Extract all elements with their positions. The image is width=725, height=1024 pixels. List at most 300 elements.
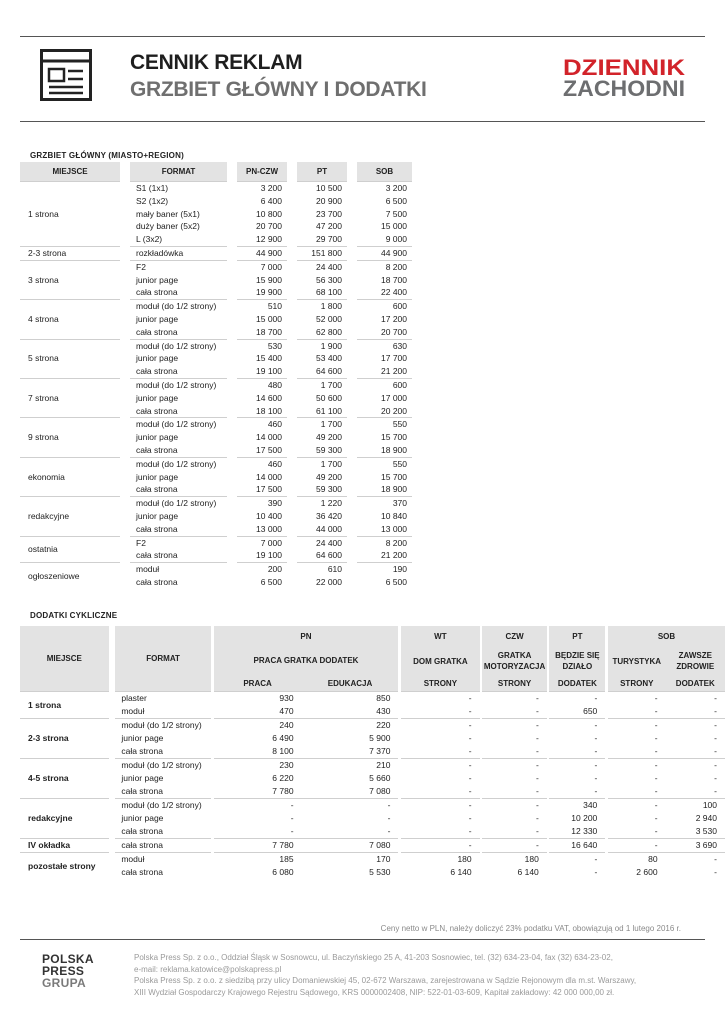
col-header-pt: PT (297, 162, 347, 181)
price-cell: 1 220 (297, 496, 347, 510)
price-cell: - (714, 786, 717, 796)
price-cell: - (654, 826, 658, 836)
format-cell: moduł (do 1/2 strony) (115, 798, 211, 812)
format-cell: moduł (121, 706, 145, 716)
price-cell: 80 (608, 852, 666, 866)
format-cell: cała strona (121, 746, 163, 756)
price-cell: 2 940 (695, 813, 717, 823)
price-cell: 15 000 (381, 221, 407, 232)
price-cell: 22 000 (316, 576, 342, 587)
table-row (20, 536, 412, 550)
type-praca: PRACA (214, 676, 302, 691)
price-cell: 24 400 (297, 536, 347, 550)
format-cell: moduł (do 1/2 strony) (130, 457, 227, 471)
price-cell: - (594, 733, 598, 743)
price-cell: - (654, 773, 658, 783)
col-header-miejsce: MIEJSCE (20, 626, 109, 691)
place-cell: 2-3 strona (20, 718, 109, 758)
type-strony-wt: STRONY (401, 676, 480, 691)
place-cell: 1 strona (20, 691, 109, 718)
col-header-format: FORMAT (115, 626, 211, 691)
document-icon (40, 49, 92, 101)
price-cell: 1 700 (297, 417, 347, 431)
price-cell: 15 000 (256, 313, 282, 324)
price-cell: 49 200 (316, 432, 342, 443)
place-cell: ogłoszeniowe (20, 562, 120, 589)
price-cell: 36 420 (316, 510, 342, 521)
format-cell: moduł (do 1/2 strony) (115, 758, 211, 772)
price-cell: - (608, 798, 666, 812)
place-cell: ekonomia (20, 457, 120, 496)
price-cell: 3 530 (695, 826, 717, 836)
price-cell: 7 780 (272, 786, 294, 796)
place-cell: IV okładka (20, 838, 109, 852)
price-cell: 17 500 (256, 444, 282, 455)
page-title: CENNIK REKLAM (130, 51, 303, 74)
price-cell: 18 700 (256, 326, 282, 337)
price-cell: 17 000 (381, 392, 407, 403)
footer-line-registration: Polska Press Sp. z o.o. z siedzibą przy ulicy Domaniewskiej 45, 02-672 Warszawa, zarejestrowana w Sądzie Rejonowym dla m.st. Warszawy, (134, 976, 637, 985)
price-cell: 1 800 (297, 299, 347, 313)
price-cell: - (549, 691, 605, 705)
pub-praca-gratka: PRACA GRATKA DODATEK (214, 646, 399, 676)
price-cell: 370 (357, 496, 412, 510)
price-cell: - (302, 798, 399, 812)
price-cell: 62 800 (316, 326, 342, 337)
price-cell: - (654, 733, 658, 743)
price-cell: - (666, 718, 725, 732)
price-cell: 170 (302, 852, 399, 866)
price-cell: 18 900 (381, 444, 407, 455)
price-cell: 340 (549, 798, 605, 812)
price-cell: - (535, 746, 539, 756)
price-cell: 200 (237, 562, 287, 576)
price-cell: 12 900 (256, 234, 282, 245)
price-cell: - (468, 826, 472, 836)
price-cell: 19 900 (256, 287, 282, 298)
format-cell: junior page (136, 392, 179, 403)
price-cell: 6 220 (272, 773, 294, 783)
table-row (20, 496, 412, 510)
price-cell: 17 700 (381, 353, 407, 364)
footer-line-krs: XIII Wydział Gospodarczy Krajowego Rejestru Sądowego, KRS 0000002408, NIP: 522-01-03-609, Kapitał zakładowy: 42 000 000,00 zł. (134, 987, 615, 997)
price-cell: - (594, 867, 598, 877)
pub-gratka-motoryzacja: GRATKA MOTORYZACJA (482, 646, 546, 676)
price-cell: 6 500 (260, 576, 282, 587)
price-cell: 24 400 (297, 260, 347, 274)
footer-line-address: Polska Press Sp. z o.o., Oddział Śląsk w Sosnowcu, ul. Baczyńskiego 25 A, 41-203 Sosnowiec, tel. (32) 634-23-04, fax (32) 634-23-02, (134, 953, 613, 962)
price-cell: 470 (279, 706, 294, 716)
price-cell: 14 000 (256, 471, 282, 482)
table-row (20, 417, 412, 431)
price-cell: 18 900 (381, 484, 407, 495)
price-cell: 12 330 (571, 826, 598, 836)
price-cell: 8 200 (357, 536, 412, 550)
type-strony-sob: STRONY (608, 676, 666, 691)
price-cell: 47 200 (316, 221, 342, 232)
price-cell: 5 900 (369, 733, 391, 743)
logo-line-1: POLSKA (42, 952, 94, 966)
format-cell: duży baner (5x2) (136, 221, 200, 232)
price-cell: - (482, 758, 546, 772)
price-cell: 7 080 (369, 786, 391, 796)
format-cell: cała strona (115, 838, 211, 852)
format-cell: rozkładówka (130, 246, 227, 260)
format-cell: junior page (136, 274, 179, 285)
pub-zawsze-zdrowie: ZAWSZE ZDROWIE (666, 646, 725, 676)
price-cell: 7 370 (369, 746, 391, 756)
vat-note: Ceny netto w PLN, należy doliczyć 23% podatku VAT, obowiązują od 1 lutego 2016 r. (380, 924, 681, 933)
day-header-pn: PN (214, 626, 399, 646)
price-cell: 15 400 (256, 353, 282, 364)
col-header-sob: SOB (357, 162, 412, 181)
price-cell: 650 (583, 706, 598, 716)
price-cell: 180 (401, 852, 480, 866)
price-cell: - (608, 838, 666, 852)
table-row (20, 772, 725, 785)
place-cell: pozostałe strony (20, 852, 109, 879)
price-cell: 21 200 (381, 550, 407, 561)
day-header-pt: PT (549, 626, 605, 646)
place-cell: 1 strona (20, 181, 120, 246)
format-cell: cała strona (136, 326, 178, 337)
format-cell: cała strona (136, 576, 178, 587)
price-cell: 480 (237, 378, 287, 392)
price-cell: 460 (237, 457, 287, 471)
price-cell: - (654, 813, 658, 823)
table-row (20, 705, 725, 718)
price-cell: 510 (237, 299, 287, 313)
price-cell: 52 000 (316, 313, 342, 324)
price-cell: - (468, 733, 472, 743)
price-cell: - (401, 798, 480, 812)
price-cell: - (714, 706, 717, 716)
format-cell: moduł (130, 562, 227, 576)
place-cell: 5 strona (20, 339, 120, 378)
price-cell: - (714, 773, 717, 783)
price-cell: 6 080 (272, 867, 294, 877)
table-row (20, 378, 412, 392)
price-cell: 44 900 (237, 246, 287, 260)
price-cell: 190 (357, 562, 412, 576)
price-cell: 10 800 (256, 208, 282, 219)
price-cell: 3 690 (666, 838, 725, 852)
format-cell: cała strona (136, 484, 178, 495)
type-dodatek-pt: DODATEK (549, 676, 605, 691)
format-cell: cała strona (136, 366, 178, 377)
price-cell: - (608, 758, 666, 772)
table-row (20, 798, 725, 812)
price-cell: - (714, 746, 717, 756)
price-cell: 8 100 (272, 746, 294, 756)
price-cell: 44 900 (357, 246, 412, 260)
price-cell: 1 700 (297, 378, 347, 392)
price-cell: - (214, 798, 302, 812)
price-cell: 20 200 (381, 405, 407, 416)
table-row (20, 838, 725, 852)
price-cell: - (549, 758, 605, 772)
format-cell: cała strona (136, 287, 178, 298)
format-cell: junior page (136, 432, 179, 443)
price-cell: 220 (302, 718, 399, 732)
price-cell: - (608, 718, 666, 732)
price-cell: - (387, 813, 391, 823)
day-header-czw: CZW (482, 626, 546, 646)
price-cell: 64 600 (316, 366, 342, 377)
supplements-price-table (20, 626, 725, 879)
price-cell: 15 700 (381, 471, 407, 482)
format-cell: S1 (1x1) (130, 181, 227, 195)
price-cell: 13 000 (256, 523, 282, 534)
price-cell: 7 500 (385, 208, 407, 219)
price-cell: 7 000 (237, 260, 287, 274)
table-row (20, 299, 412, 313)
col-header-format: FORMAT (130, 162, 227, 181)
price-cell: - (468, 706, 472, 716)
top-divider (20, 36, 705, 37)
price-cell: 49 200 (316, 471, 342, 482)
company-footer (134, 952, 636, 998)
price-cell: 230 (214, 758, 302, 772)
place-cell: 2-3 strona (20, 246, 120, 260)
price-cell: - (401, 691, 480, 705)
price-cell: 5 530 (369, 867, 391, 877)
table-row (20, 785, 725, 798)
table-row (20, 745, 725, 758)
format-cell: moduł (do 1/2 strony) (130, 299, 227, 313)
footer-line-email: e-mail: reklama.katowice@polskapress.pl (134, 964, 282, 974)
price-cell: - (535, 813, 539, 823)
price-cell: 15 700 (381, 432, 407, 443)
price-cell: 185 (214, 852, 302, 866)
price-cell: 3 200 (237, 181, 287, 195)
format-cell: junior page (121, 773, 164, 783)
price-cell: 7 080 (302, 838, 399, 852)
price-cell: 460 (237, 417, 287, 431)
price-cell: - (290, 813, 294, 823)
format-cell: cała strona (136, 550, 178, 561)
format-cell: moduł (do 1/2 strony) (130, 417, 227, 431)
price-cell: - (468, 813, 472, 823)
price-cell: - (594, 773, 598, 783)
pub-bedzie-sie-dzialo: BĘDZIE SIĘ DZIAŁO (549, 646, 605, 676)
pub-turystyka: TURYSTYKA (608, 646, 666, 676)
price-cell: - (468, 773, 472, 783)
price-cell: 240 (214, 718, 302, 732)
price-cell: 29 700 (316, 234, 342, 245)
price-cell: 20 900 (316, 195, 342, 206)
price-cell: 1 700 (297, 457, 347, 471)
format-cell: junior page (121, 733, 164, 743)
table-row (20, 812, 725, 825)
format-cell: plaster (115, 691, 211, 705)
logo-line-3: GRUPA (42, 976, 86, 990)
table1-title: GRZBIET GŁÓWNY (MIASTO+REGION) (30, 151, 184, 160)
price-cell: 5 660 (369, 773, 391, 783)
price-cell: - (714, 733, 717, 743)
format-cell: cała strona (121, 786, 163, 796)
price-cell: 64 600 (316, 550, 342, 561)
table-row (20, 181, 412, 195)
price-cell: 210 (302, 758, 399, 772)
price-cell: 14 000 (256, 432, 282, 443)
price-cell: 20 700 (381, 326, 407, 337)
table-row (20, 339, 412, 353)
price-cell: 56 300 (316, 274, 342, 285)
price-cell: 180 (482, 852, 546, 866)
price-cell: - (482, 838, 546, 852)
price-cell: - (468, 746, 472, 756)
format-cell: mały baner (5x1) (136, 208, 200, 219)
price-cell: 6 140 (450, 867, 472, 877)
price-cell: 390 (237, 496, 287, 510)
format-cell: F2 (130, 536, 227, 550)
format-cell: moduł (do 1/2 strony) (130, 496, 227, 510)
price-cell: 6 400 (260, 195, 282, 206)
price-cell: - (401, 718, 480, 732)
table-row (20, 562, 412, 576)
price-cell: 44 000 (316, 523, 342, 534)
day-header-sob: SOB (608, 626, 725, 646)
price-cell: 930 (214, 691, 302, 705)
price-cell: 20 700 (256, 221, 282, 232)
format-cell: junior page (136, 510, 179, 521)
price-cell: - (594, 746, 598, 756)
price-cell: 850 (302, 691, 399, 705)
price-cell: - (594, 786, 598, 796)
price-cell: 22 400 (381, 287, 407, 298)
format-cell: S2 (1x2) (136, 195, 169, 206)
price-cell: 6 140 (517, 867, 539, 877)
col-header-miejsce: MIEJSCE (20, 162, 120, 181)
price-cell: 23 700 (316, 208, 342, 219)
brand-line-1: DZIENNIK (563, 55, 686, 80)
price-cell: 19 100 (256, 550, 282, 561)
price-cell: 10 200 (571, 813, 598, 823)
price-cell: 14 600 (256, 392, 282, 403)
table-row (20, 260, 412, 274)
place-cell: 4-5 strona (20, 758, 109, 798)
price-cell: - (714, 867, 717, 877)
price-cell: 7 000 (237, 536, 287, 550)
col-header-pn-czw: PN-CZW (237, 162, 287, 181)
format-cell: junior page (136, 471, 179, 482)
table-row (20, 866, 725, 879)
table-row (20, 691, 725, 705)
price-cell: - (666, 852, 725, 866)
table-row (20, 457, 412, 471)
price-cell: 1 900 (297, 339, 347, 353)
main-price-table (20, 162, 412, 589)
table-row (20, 718, 725, 732)
price-cell: 6 500 (385, 195, 407, 206)
format-cell: junior page (136, 353, 179, 364)
polska-press-logo (42, 953, 94, 989)
price-cell: - (535, 786, 539, 796)
place-cell: 7 strona (20, 378, 120, 417)
logo-line-2: PRESS (42, 964, 85, 978)
price-cell: 3 200 (357, 181, 412, 195)
price-cell: 630 (357, 339, 412, 353)
price-cell: 53 400 (316, 353, 342, 364)
price-cell: - (535, 706, 539, 716)
price-cell: - (535, 733, 539, 743)
header-divider (20, 121, 705, 122)
format-cell: L (3x2) (136, 234, 163, 245)
price-cell: 21 200 (381, 366, 407, 377)
format-cell: junior page (121, 813, 164, 823)
format-cell: cała strona (121, 826, 163, 836)
price-cell: - (549, 718, 605, 732)
price-cell: 13 000 (381, 523, 407, 534)
price-cell: 6 500 (385, 576, 407, 587)
place-cell: 3 strona (20, 260, 120, 299)
price-cell: - (666, 758, 725, 772)
dziennik-zachodni-logo (562, 55, 688, 99)
price-cell: - (401, 758, 480, 772)
price-cell: 19 100 (256, 366, 282, 377)
price-cell: 15 900 (256, 274, 282, 285)
brand-line-2: ZACHODNI (563, 76, 685, 99)
pub-dom-gratka: DOM GRATKA (401, 646, 480, 676)
format-cell: moduł (do 1/2 strony) (115, 718, 211, 732)
price-cell: 8 200 (357, 260, 412, 274)
place-cell: ostatnia (20, 536, 120, 563)
price-cell: 18 700 (381, 274, 407, 285)
table2-title: DODATKI CYKLICZNE (30, 611, 118, 620)
price-cell: 50 600 (316, 392, 342, 403)
price-cell: - (549, 852, 605, 866)
price-cell: - (666, 691, 725, 705)
price-cell: 10 400 (256, 510, 282, 521)
table-row (20, 825, 725, 838)
price-cell: 100 (666, 798, 725, 812)
day-header-wt: WT (401, 626, 480, 646)
price-cell: 17 500 (256, 484, 282, 495)
type-strony-czw: STRONY (482, 676, 546, 691)
price-cell: 550 (357, 417, 412, 431)
price-cell: 7 780 (214, 838, 302, 852)
price-cell: 550 (357, 457, 412, 471)
table-row (20, 852, 725, 866)
type-edukacja: EDUKACJA (302, 676, 399, 691)
price-cell: 16 640 (549, 838, 605, 852)
price-cell: 600 (357, 299, 412, 313)
price-cell: - (535, 826, 539, 836)
price-cell: 10 500 (297, 181, 347, 195)
type-dodatek-sob: DODATEK (666, 676, 725, 691)
price-cell: - (290, 826, 294, 836)
price-cell: - (608, 691, 666, 705)
price-cell: 600 (357, 378, 412, 392)
price-cell: - (401, 838, 480, 852)
price-cell: - (654, 786, 658, 796)
place-cell: 9 strona (20, 417, 120, 456)
table-row (20, 732, 725, 745)
price-cell: - (482, 718, 546, 732)
format-cell: cała strona (136, 405, 178, 416)
price-cell: 10 840 (381, 510, 407, 521)
price-cell: 68 100 (316, 287, 342, 298)
place-cell: redakcyjne (20, 798, 109, 838)
price-cell: - (654, 746, 658, 756)
price-cell: - (654, 706, 658, 716)
place-cell: 4 strona (20, 299, 120, 338)
format-cell: cała strona (136, 444, 178, 455)
price-cell: 17 200 (381, 313, 407, 324)
table-row (20, 246, 412, 260)
price-cell: - (468, 786, 472, 796)
